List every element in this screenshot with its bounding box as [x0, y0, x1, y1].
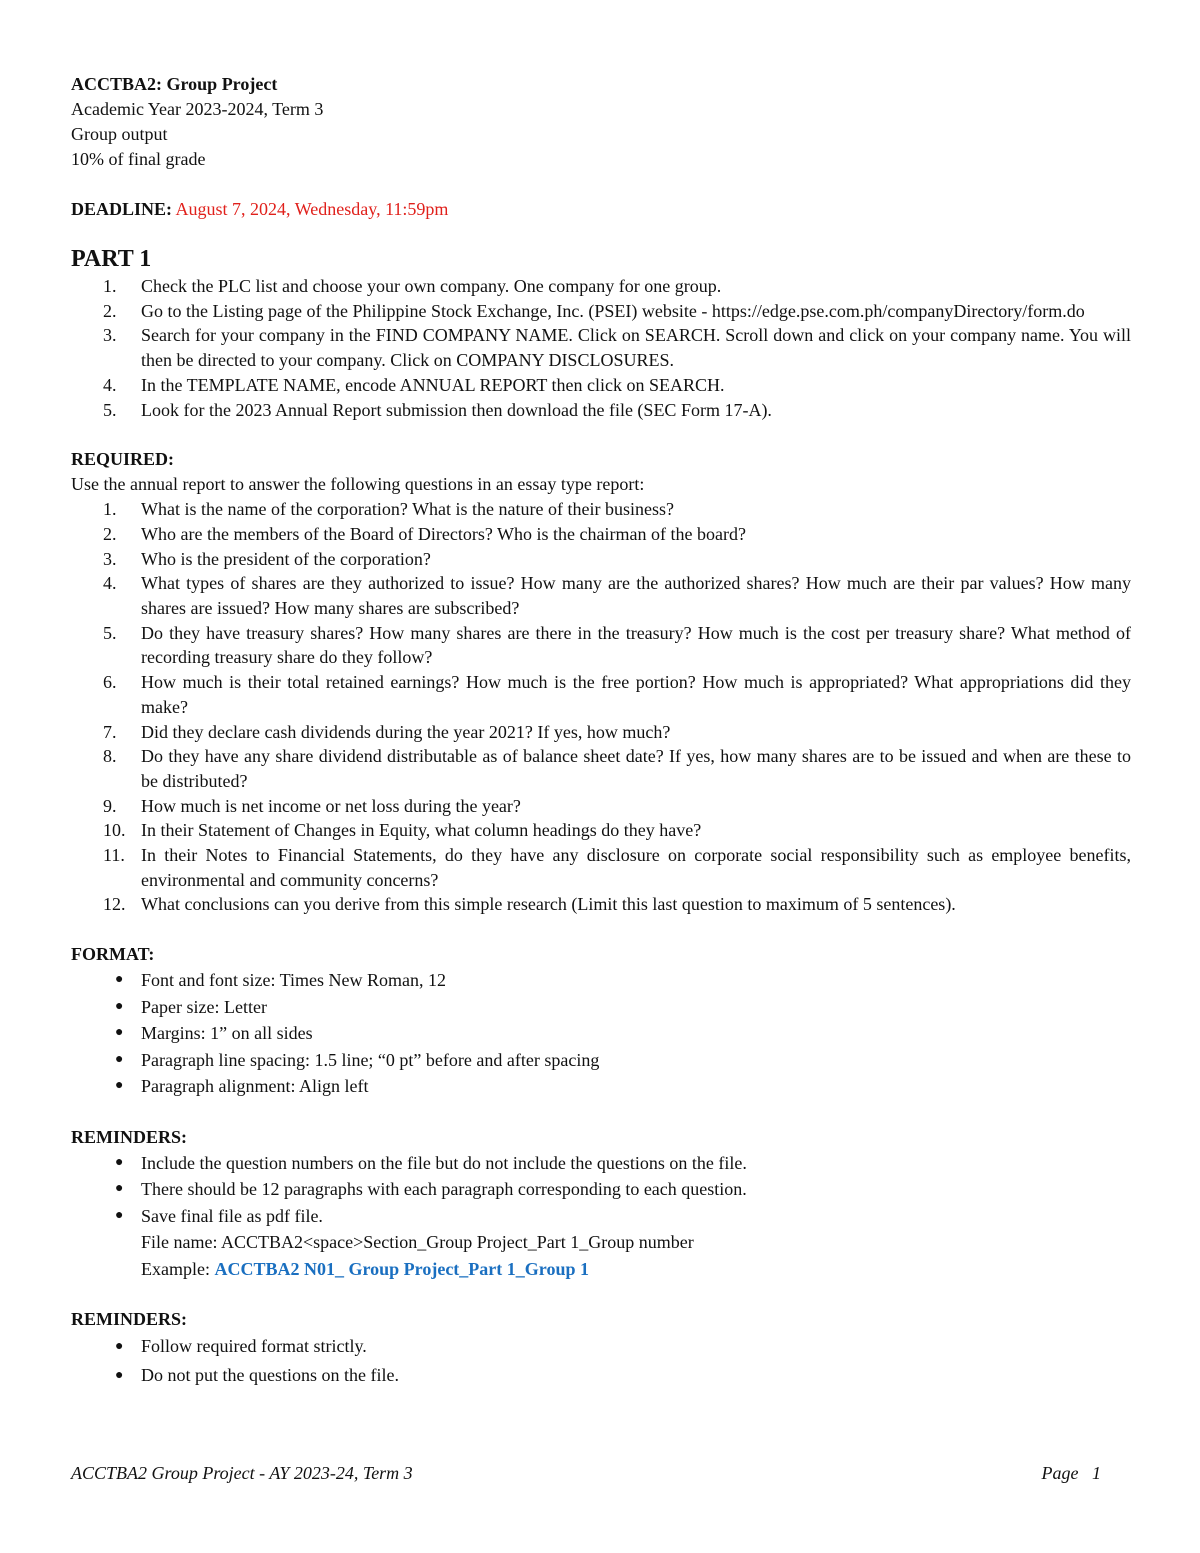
- list-item: 5. Look for the 2023 Annual Report submission then download the file (SEC Form 17-A).: [103, 399, 772, 420]
- page-footer: [71, 1462, 1101, 1484]
- deadline-label: DEADLINE:: [71, 199, 173, 219]
- list-item: 3. Search for your company in the FIND COMPANY NAME. Click on SEARCH. Scroll down and click on your company name. You will then be directed to your company. Click on COMPANY DISCLOSURES.: [103, 325, 1131, 371]
- academic-year: Academic Year 2023-2024, Term 3: [71, 99, 324, 119]
- list-item: 7. Did they declare cash dividends during the year 2021? If yes, how much?: [103, 721, 671, 742]
- example-value: ACCTBA2 N01_ Group Project_Part 1_Group 1: [214, 1258, 589, 1279]
- document-title: ACCTBA2: Group Project: [71, 74, 278, 94]
- list-item: 8. Do they have any share dividend distributable as of balance sheet date? If yes, how many shares are to be issued and when are these to be distributed?: [103, 746, 1131, 791]
- list-item: 10. In their Statement of Changes in Equity, what column headings do they have?: [103, 820, 702, 841]
- file-name-rule: File name: ACCTBA2<space>Section_Group Project_Part 1_Group number: [141, 1232, 694, 1253]
- list-item: 4. What types of shares are they authorized to issue? How many are the authorized shares? How much are their par values? How many shares are issued? How many shares are subscribed?: [103, 573, 1131, 619]
- part1-title: PART 1: [71, 246, 152, 272]
- grade-weight: 10% of final grade: [71, 149, 206, 169]
- list-item: 6. How much is their total retained earnings? How much is the free portion? How much is appropriated? What appropriations did they make?: [103, 672, 1131, 717]
- list-item: ● Paragraph line spacing: 1.5 line; “0 pt” before and after spacing: [71, 1047, 1131, 1074]
- list-item: 4. In the TEMPLATE NAME, encode ANNUAL REPORT then click on SEARCH.: [103, 374, 725, 395]
- list-item: 12. What conclusions can you derive from this simple research (Limit this last question to maximum of 5 sentences).: [103, 894, 956, 915]
- reminders-heading-2: REMINDERS:: [71, 1309, 188, 1330]
- bullet-icon: ●: [115, 1025, 124, 1041]
- format-heading: FORMAT:: [71, 944, 155, 965]
- part1-steps: [71, 274, 1131, 422]
- bullet-icon: ●: [115, 1181, 124, 1197]
- list-item: ● Margins: 1” on all sides: [71, 1020, 1131, 1047]
- example-label: Example:: [141, 1258, 215, 1279]
- required-intro: Use the annual report to answer the following questions in an essay type report:: [71, 474, 645, 495]
- list-item: ● Include the question numbers on the file but do not include the questions on the file.: [71, 1150, 1131, 1177]
- required-heading: REQUIRED:: [71, 449, 175, 470]
- list-item: 9. How much is net income or net loss during the year?: [103, 795, 521, 816]
- bullet-icon: ●: [115, 1339, 124, 1355]
- bullet-icon: ●: [115, 1078, 124, 1094]
- reminders-list-2: [71, 1332, 1131, 1390]
- bullet-icon: ●: [115, 998, 124, 1014]
- list-item: 3. Who is the president of the corporation?: [103, 548, 431, 569]
- list-item: 2. Go to the Listing page of the Philippine Stock Exchange, Inc. (PSEI) website - https://edge.pse.com.ph/companyDirectory/form.do: [103, 300, 1085, 321]
- list-item: ● Save final file as pdf file. File name: ACCTBA2<space>Section_Group Project_Part 1_Group number Example: ACCTBA2 N01_ Group Project_Part 1_Group 1: [71, 1203, 1131, 1283]
- reminders-list: [71, 1150, 1131, 1283]
- reminders-heading: REMINDERS:: [71, 1126, 188, 1147]
- list-item: ● Paper size: Letter: [71, 994, 1131, 1021]
- list-item: ● Font and font size: Times New Roman, 12: [71, 967, 1131, 994]
- list-item: 1. Check the PLC list and choose your own company. One company for one group.: [103, 276, 722, 296]
- deadline: [71, 197, 1131, 222]
- bullet-icon: ●: [115, 1154, 124, 1170]
- list-item: 1. What is the name of the corporation? What is the nature of their business?: [103, 499, 674, 520]
- page-number: Page 1: [1041, 1463, 1101, 1483]
- list-item: 5. Do they have treasury shares? How many shares are there in the treasury? How much is the cost per treasury share? What method of recording treasury share do they follow?: [103, 622, 1131, 668]
- bullet-icon: ●: [115, 972, 124, 988]
- list-item: ● There should be 12 paragraphs with each paragraph corresponding to each question.: [71, 1176, 1131, 1203]
- bullet-icon: ●: [115, 1051, 124, 1067]
- format-list: [71, 967, 1131, 1100]
- deadline-value: August 7, 2024, Wednesday, 11:59pm: [175, 199, 449, 219]
- footer-left: ACCTBA2 Group Project - AY 2023-24, Term 3: [71, 1463, 413, 1483]
- output-type: Group output: [71, 124, 168, 144]
- required-questions: [71, 497, 1131, 917]
- list-item: ● Paragraph alignment: Align left: [71, 1073, 1131, 1100]
- list-item: ● Follow required format strictly.: [71, 1332, 1131, 1361]
- bullet-icon: ●: [115, 1207, 124, 1223]
- list-item: ● Do not put the questions on the file.: [71, 1361, 1131, 1390]
- list-item: 2. Who are the members of the Board of Directors? Who is the chairman of the board?: [103, 523, 746, 544]
- bullet-icon: ●: [115, 1368, 124, 1384]
- list-item: 11. In their Notes to Financial Statements, do they have any disclosure on corporate social responsibility such as employee benefits, environmental and community concerns?: [103, 845, 1131, 890]
- document-page: [71, 72, 1131, 1390]
